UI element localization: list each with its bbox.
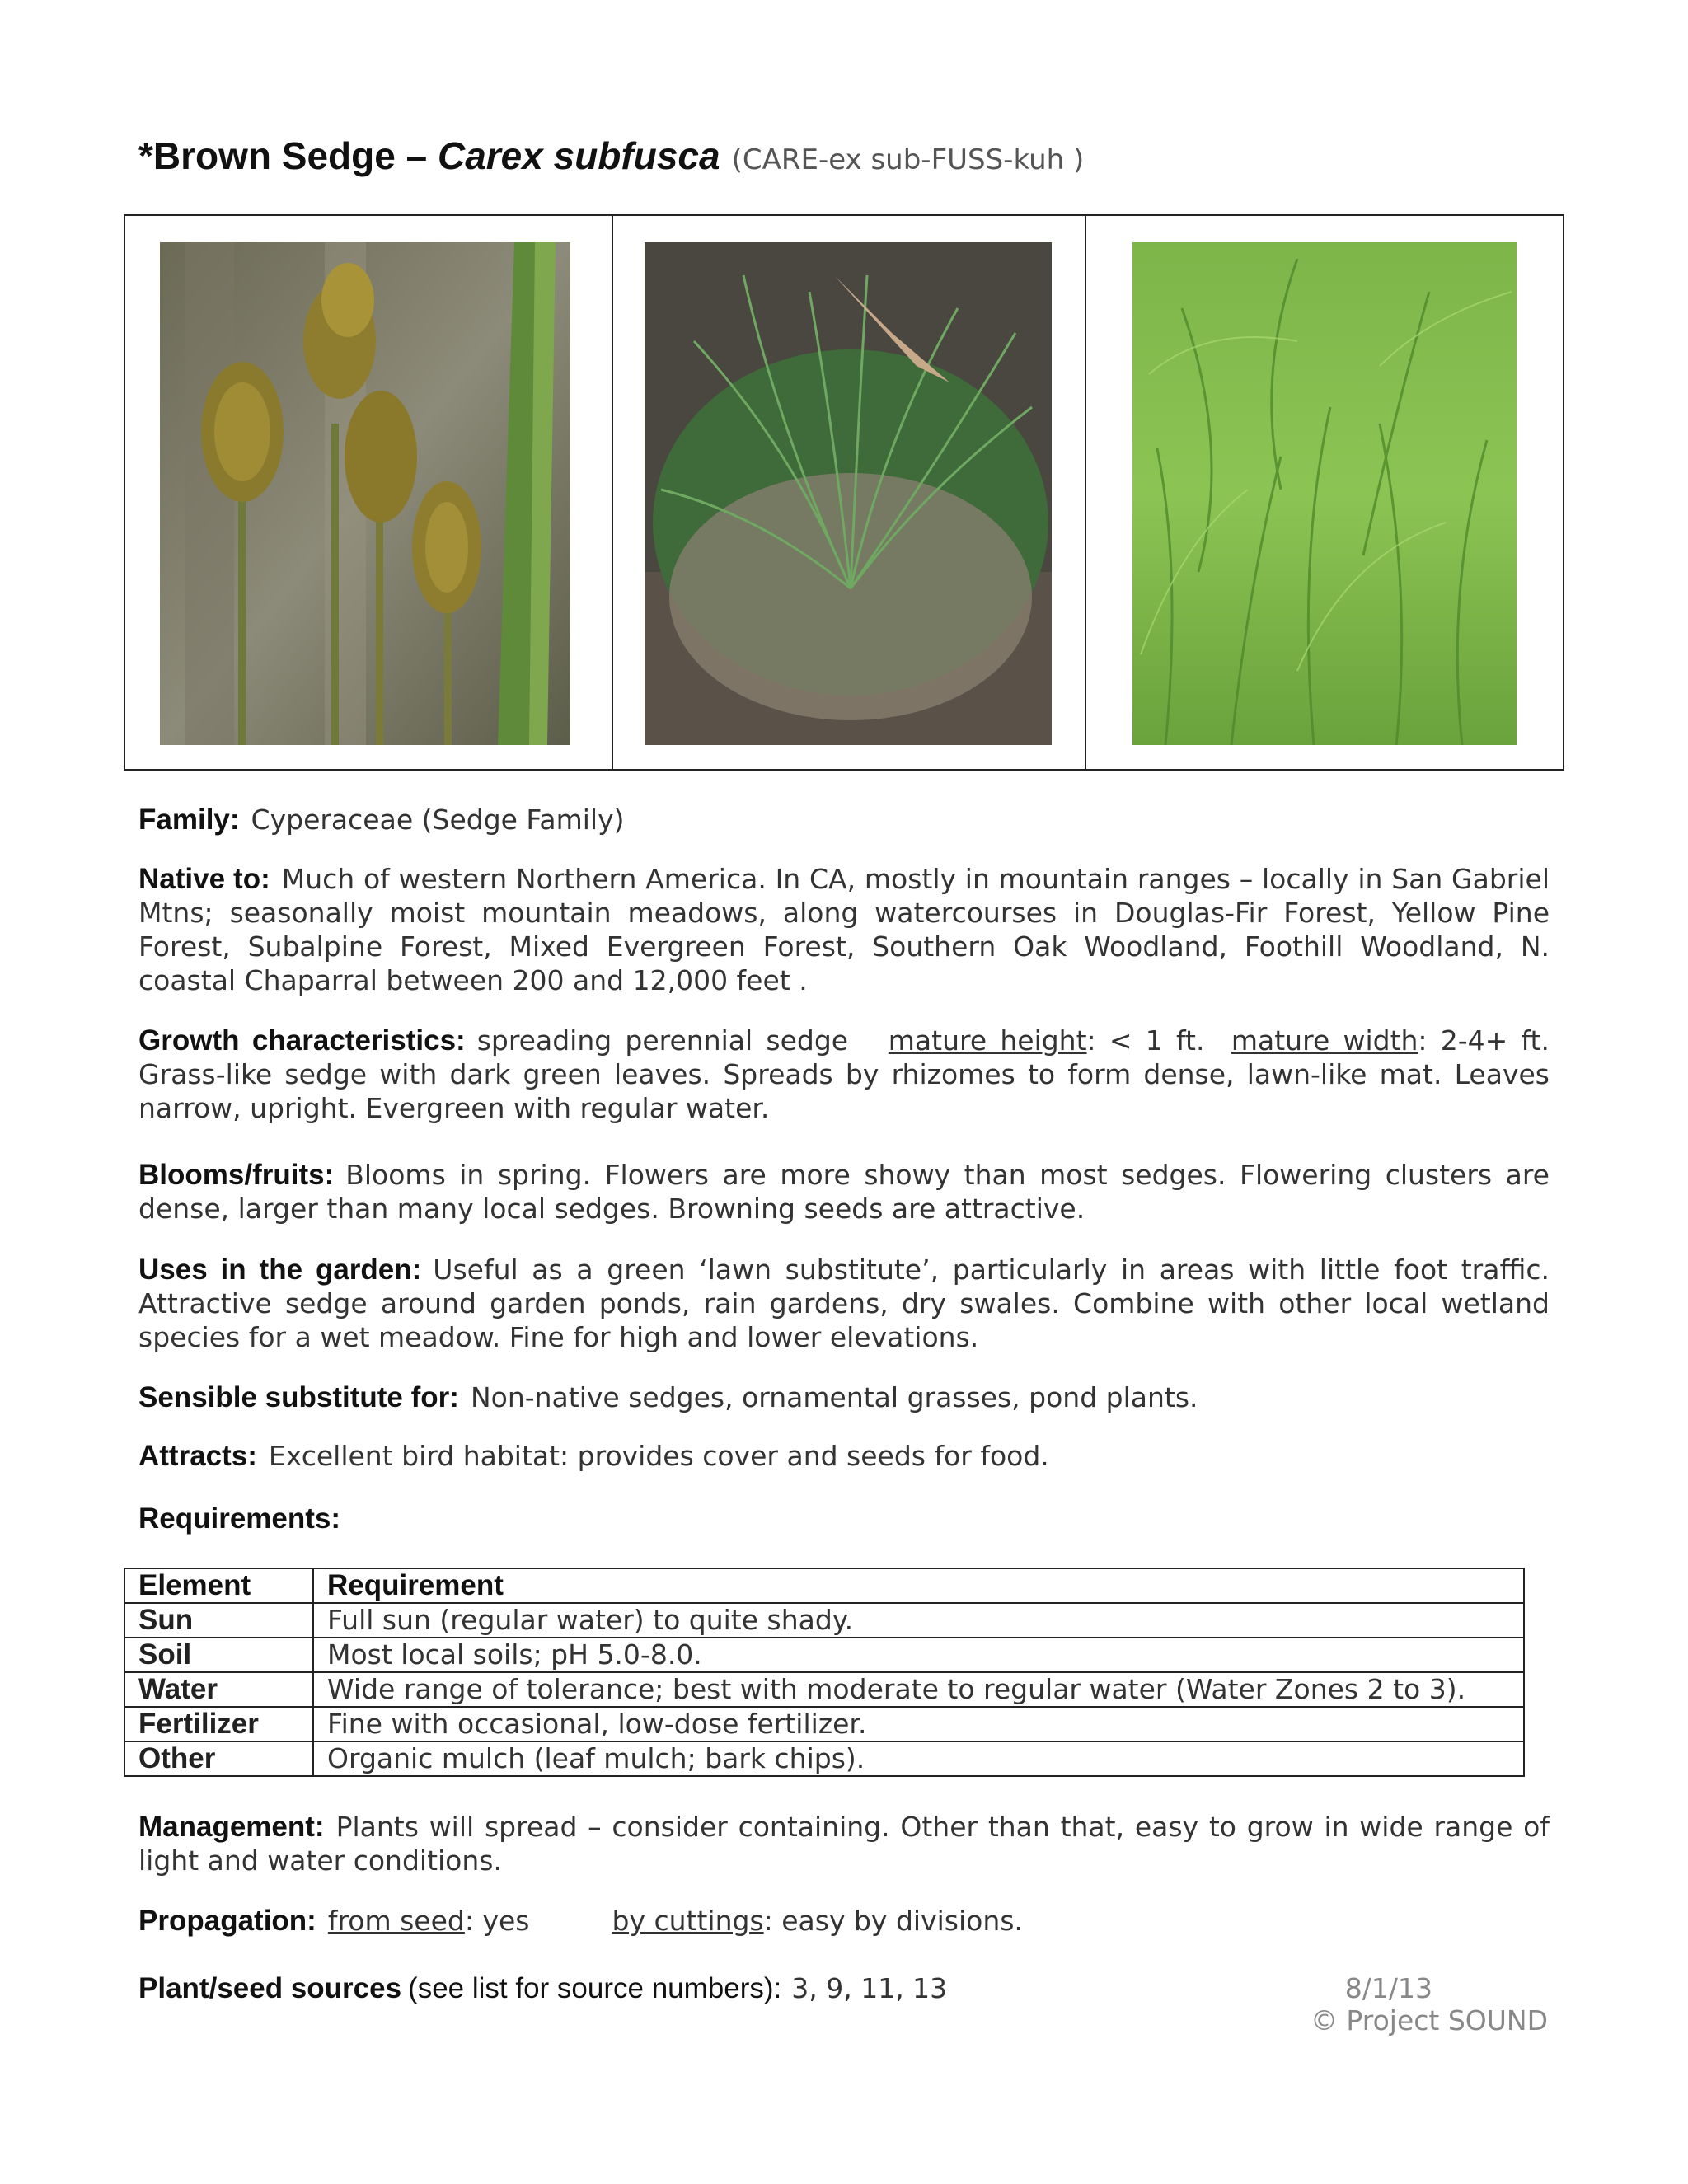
management-value: Plants will spread – consider containing. Other than that, easy to grow in wide range of light and water conditions.	[138, 1811, 1550, 1877]
uses-value: Useful as a green ‘lawn substitute’, particularly in areas with little foot traffic. Attractive sedge around garden ponds, rain gardens, dry swales. Combine with other local wetland species for a wet meadow. Fine for high and lower elevations.	[138, 1254, 1550, 1353]
common-name: *Brown Sedge –	[138, 134, 438, 177]
table-row	[124, 1603, 1524, 1638]
photo-table	[124, 214, 1564, 771]
header-element: Element	[124, 1568, 313, 1603]
photo-cell-3	[1085, 216, 1563, 769]
carex-flower-spikes-photo	[160, 242, 570, 745]
blooms-section	[138, 1158, 1550, 1226]
mature-width-label: mature width	[1231, 1024, 1418, 1057]
growth-label: Growth characteristics:	[138, 1024, 466, 1057]
management-section	[138, 1810, 1550, 1877]
native-label: Native to:	[138, 863, 270, 895]
growth-section	[138, 1024, 1550, 1125]
element-cell: Other	[124, 1741, 313, 1776]
page-title	[138, 134, 1084, 178]
management-label: Management:	[138, 1811, 325, 1843]
photo-cell-2	[612, 216, 1085, 769]
propagation-label: Propagation:	[138, 1905, 316, 1937]
table-row	[124, 1672, 1524, 1707]
requirement-cell: Wide range of tolerance; best with moderate to regular water (Water Zones 2 to 3).	[313, 1672, 1524, 1707]
growth-lead: spreading perennial sedge	[476, 1024, 849, 1057]
from-seed-value: : yes	[464, 1905, 530, 1937]
table-header-row	[124, 1568, 1524, 1603]
family-section	[138, 803, 1550, 837]
scientific-name: Carex subfusca	[437, 134, 720, 177]
header-requirement: Requirement	[313, 1568, 1524, 1603]
element-cell: Sun	[124, 1603, 313, 1638]
sources-note: (see list for source numbers):	[408, 1972, 782, 2004]
mature-width-value: : 2-4+ ft.	[1418, 1024, 1550, 1057]
pronunciation: (CARE-ex sub-FUSS-kuh )	[731, 143, 1085, 176]
family-label: Family:	[138, 804, 240, 836]
revision-date: 8/1/13	[1344, 1972, 1432, 2004]
family-value: Cyperaceae (Sedge Family)	[251, 804, 625, 836]
attracts-section	[138, 1439, 1550, 1473]
substitute-label: Sensible substitute for:	[138, 1381, 459, 1413]
table-row	[124, 1741, 1524, 1776]
requirements-table	[124, 1568, 1525, 1777]
growth-text: Grass-like sedge with dark green leaves. Spreads by rhizomes to form dense, lawn-like mat. Leaves narrow, upright. Evergreen with regular water.	[138, 1058, 1550, 1124]
element-cell: Soil	[124, 1638, 313, 1672]
uses-section	[138, 1253, 1550, 1354]
attracts-label: Attracts:	[138, 1440, 257, 1472]
requirement-cell: Full sun (regular water) to quite shady.	[313, 1603, 1524, 1638]
mature-height-value: : < 1 ft.	[1086, 1024, 1205, 1057]
mature-height-label: mature height	[888, 1024, 1087, 1057]
requirement-cell: Fine with occasional, low-dose fertilizer.	[313, 1707, 1524, 1741]
native-section	[138, 862, 1550, 997]
uses-label: Uses in the garden:	[138, 1254, 422, 1286]
photo-cell-1	[125, 216, 612, 769]
sedge-lawn-photo	[1132, 242, 1517, 745]
table-row	[124, 1707, 1524, 1741]
element-cell: Water	[124, 1672, 313, 1707]
substitute-value: Non-native sedges, ornamental grasses, pond plants.	[470, 1381, 1198, 1413]
propagation-section	[138, 1904, 1550, 1938]
copyright-notice: © Project SOUND	[1310, 2004, 1548, 2036]
blooms-label: Blooms/fruits:	[138, 1159, 335, 1191]
attracts-value: Excellent bird habitat: provides cover and seeds for food.	[268, 1440, 1049, 1472]
substitute-section	[138, 1380, 1550, 1414]
by-cuttings-label: by cuttings	[612, 1905, 764, 1937]
native-value: Much of western Northern America. In CA, mostly in mountain ranges – locally in San Gabriel Mtns; seasonally moist mountain meadows, along watercourses in Douglas-Fir Forest, Yellow Pine Forest, Subalpine Forest, Mixed Evergreen Forest, Southern Oak Woodland, Foothill Woodland, N. coastal Chaparral between 200 and 12,000 feet .	[138, 863, 1550, 996]
blooms-value: Blooms in spring. Flowers are more showy than most sedges. Flowering clusters are dense, larger than many local sedges. Browning seeds are attractive.	[138, 1159, 1550, 1225]
sources-label: Plant/seed sources	[138, 1972, 402, 2004]
requirement-cell: Most local soils; pH 5.0-8.0.	[313, 1638, 1524, 1672]
element-cell: Fertilizer	[124, 1707, 313, 1741]
sedge-clump-photo	[645, 242, 1052, 745]
requirements-label: Requirements:	[138, 1502, 341, 1535]
requirements-heading	[138, 1502, 1550, 1535]
from-seed-label: from seed	[327, 1905, 465, 1937]
sources-section	[138, 1971, 1292, 2005]
table-row	[124, 1638, 1524, 1672]
by-cuttings-value: : easy by divisions.	[763, 1905, 1023, 1937]
requirement-cell: Organic mulch (leaf mulch; bark chips).	[313, 1741, 1524, 1776]
sources-value: 3, 9, 11, 13	[791, 1972, 948, 2004]
